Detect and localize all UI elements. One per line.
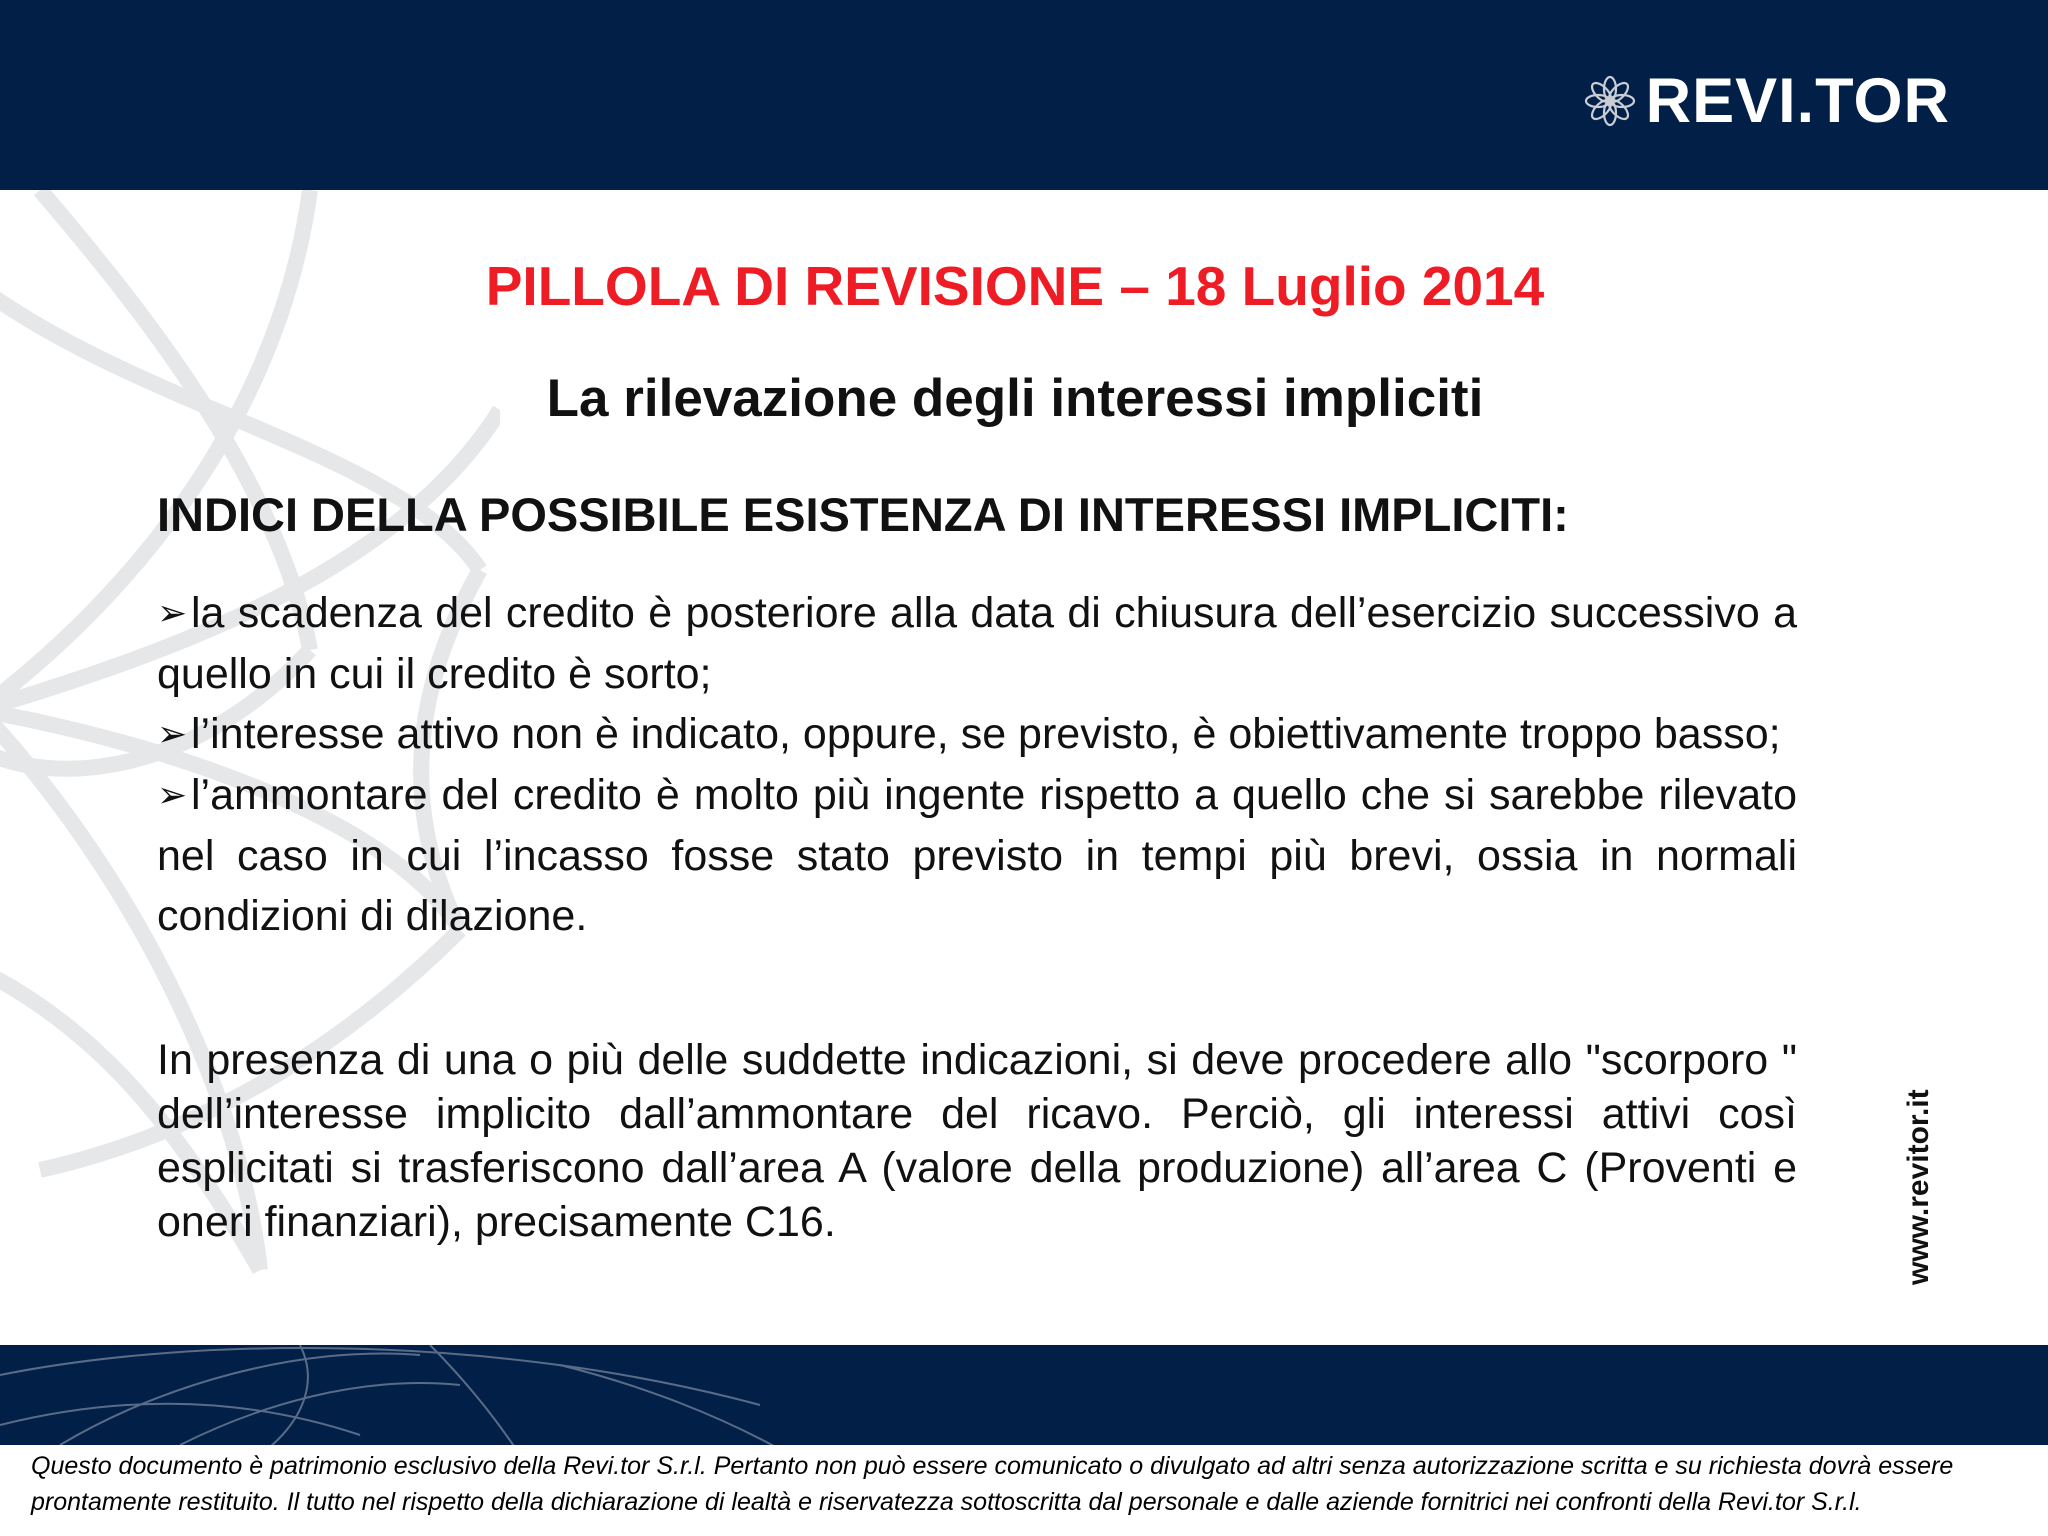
arrow-bullet-icon: ➢ [157,593,188,634]
bullet-list [157,583,1797,946]
disclaimer-line: Questo documento è patrimonio esclusivo della Revi.tor S.r.l. Pertanto non può essere comunicato o divulgato ad altri senza autorizzazione scritta e su richiesta dovrà essere [31,1452,1954,1480]
bullet-text: l’ammontare del credito è molto più ingente rispetto a quello che si sarebbe rilevato nel caso in cui l’incasso fosse stato previsto in tempi più brevi, ossia in normali condizioni di dilazione. [157,771,1797,940]
arrow-bullet-icon: ➢ [157,714,188,755]
logo [1584,62,1950,140]
page-title: PILLOLA DI REVISIONE – 18 Luglio 2014 [485,255,1545,317]
bullet-text: la scadenza del credito è posteriore alla data di chiusura dell’esercizio successivo a quello in cui il credito è sorto; [157,589,1797,698]
list-item [157,765,1797,946]
logo-text: REVI.TOR [1645,65,1950,136]
footer-band [0,1345,2048,1445]
body-paragraph: In presenza di una o più delle suddette indicazioni, si deve procedere allo "scorporo " dell’interesse implicito dall’ammontare del ricavo. Perciò, gli interessi attivi così esplicitati si trasferiscono dall’area A (valore della produzione) all’area C (Proventi e oneri finanziari), precisamente C16. [157,1036,1797,1246]
section-heading: INDICI DELLA POSSIBILE ESISTENZA DI INTERESSI IMPLICITI: [157,488,1569,541]
list-item [157,704,1797,765]
page-subtitle: La rilevazione degli interessi impliciti [546,369,1484,428]
header-bar [0,0,2048,190]
website-url[interactable]: www.revitor.it [1902,1089,1935,1285]
slide-content [0,190,2048,1345]
disclaimer-line: prontamente restituito. Il tutto nel rispetto della dichiarazione di lealtà e riservatezza sottoscritta dal personale e dalle aziende fornitrici nei confronti della Revi.tor S.r.l. [31,1488,1862,1516]
arrow-bullet-icon: ➢ [157,775,188,816]
footer-decoration [0,1345,2048,1445]
flower-icon [1584,75,1636,127]
bullet-text: l’interesse attivo non è indicato, oppure, se previsto, è obiettivamente troppo basso; [191,710,1781,758]
list-item [157,583,1797,704]
footer-disclaimer [31,1448,2041,1520]
